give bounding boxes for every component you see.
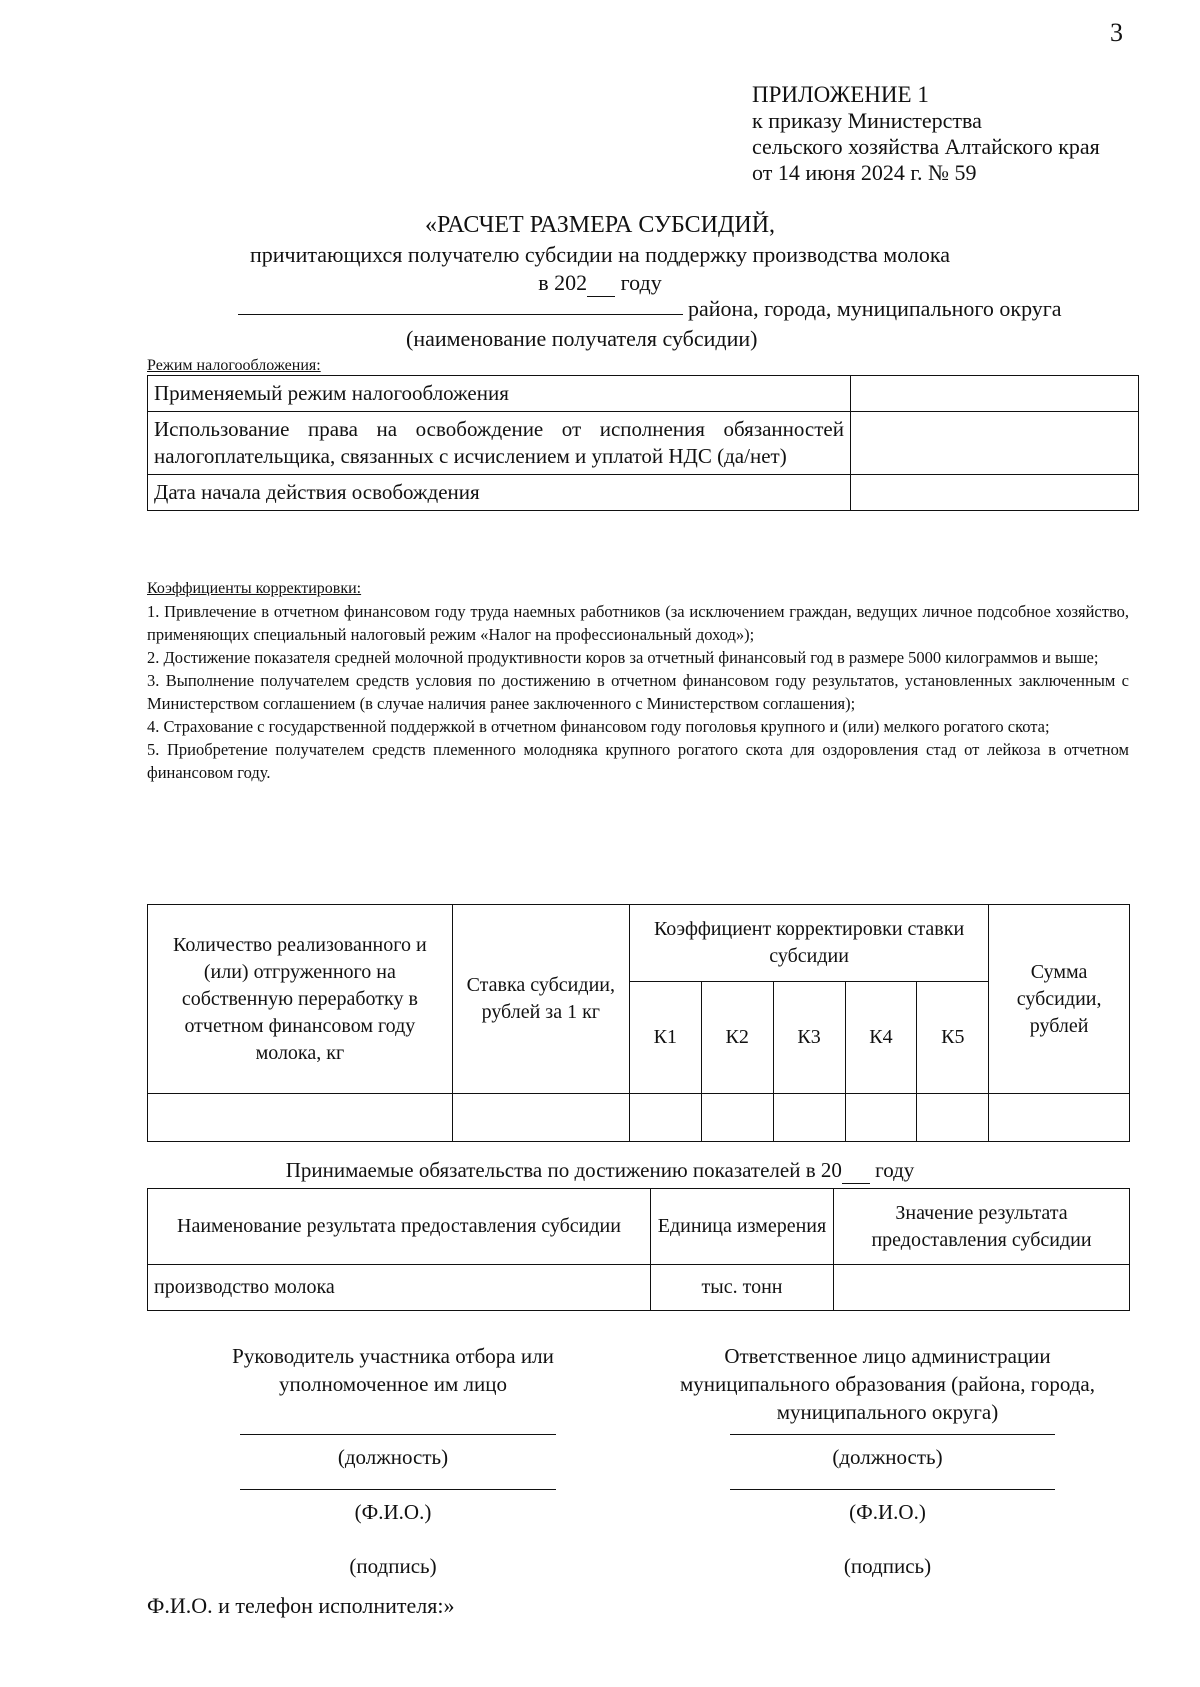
col-quantity-header: Количество реализованного и (или) отгруженного на собственную переработку в отчетном финансовом году молока, кг <box>148 905 453 1094</box>
signature-left-title: Руководитель участника отбора или уполномоченное им лицо <box>232 1344 554 1396</box>
col-unit-header: Единица измерения <box>651 1189 834 1265</box>
table-cell <box>701 1094 773 1142</box>
position-line <box>240 1434 556 1435</box>
list-item: 2. Достижение показателя средней молочной продуктивности коров за отчетный финансовый год в размере 5000 килограммов и выше; <box>147 648 1099 667</box>
col-coef-header: Коэффициент корректировки ставки субсидии <box>629 905 988 982</box>
coef-k1-header: К1 <box>629 982 701 1094</box>
result-name-cell: производство молока <box>148 1265 651 1311</box>
tax-table <box>147 375 1139 511</box>
coef-k5-header: К5 <box>917 982 989 1094</box>
result-unit-cell: тыс. тонн <box>651 1265 834 1311</box>
obligations-table <box>147 1188 1130 1311</box>
table-cell <box>773 1094 845 1142</box>
col-sum-header: Сумма субсидии, рублей <box>989 905 1130 1094</box>
year-prefix: в 202 <box>538 270 588 295</box>
year-suffix: году <box>620 270 662 295</box>
tax-row-label: Дата начала действия освобождения <box>148 475 851 511</box>
coef-k2-header: К2 <box>701 982 773 1094</box>
recipient-caption: (наименование получателя субсидии) <box>406 326 758 351</box>
list-item: 1. Привлечение в отчетном финансовом году труда наемных работников (за исключением граждан, ведущих личное подсобное хозяйство, применяющих специальный налоговый режим «Налог на профессиональный доход»); <box>147 602 1129 644</box>
appendix-line-1: к приказу Министерства <box>752 108 982 133</box>
fio-caption: (Ф.И.О.) <box>849 1500 926 1524</box>
fio-line <box>730 1489 1055 1490</box>
signature-caption: (подпись) <box>843 1554 932 1578</box>
signature-caption: (подпись) <box>349 1554 437 1578</box>
coef-k4-header: К4 <box>845 982 917 1094</box>
fio-line <box>240 1489 556 1490</box>
tax-row-label: Использование права на освобождение от исполнения обязанностей налогоплательщика, связанных с исчислением и уплатой НДС (да/нет) <box>148 412 851 475</box>
col-result-name-header: Наименование результата предоставления субсидии <box>148 1189 651 1265</box>
tax-heading: Режим налогообложения: <box>147 357 321 374</box>
executor-footer: Ф.И.О. и телефон исполнителя:» <box>147 1593 455 1618</box>
obligations-year-blank <box>842 1158 870 1184</box>
table-cell <box>917 1094 989 1142</box>
col-result-value-header: Значение результата предоставления субсидии <box>834 1189 1130 1265</box>
signature-block-right <box>660 1342 1115 1580</box>
table-row <box>148 475 1139 511</box>
appendix-block <box>752 82 1100 186</box>
signature-right-title: Ответственное лицо администрации муниципального образования (района, города, муниципального округа) <box>680 1344 1095 1424</box>
table-row <box>148 376 1139 412</box>
table-cell <box>148 1094 453 1142</box>
tax-row-value <box>851 376 1139 412</box>
obligations-caption <box>0 1158 1200 1184</box>
table-cell <box>452 1094 629 1142</box>
table-row <box>148 1265 1130 1311</box>
table-row <box>148 1094 1130 1142</box>
recipient-suffix: района, города, муниципального округа <box>688 296 1062 321</box>
tax-row-value <box>851 475 1139 511</box>
document-subtitle: причитающихся получателю субсидии на поддержку производства молока <box>249 242 950 267</box>
table-header-row <box>148 1189 1130 1265</box>
year-blank <box>587 270 615 297</box>
coefficients-list <box>147 600 1129 784</box>
fio-caption: (Ф.И.О.) <box>354 1500 432 1524</box>
coefficients-heading: Коэффициенты корректировки: <box>147 580 362 597</box>
result-value-cell <box>834 1265 1130 1311</box>
table-cell <box>989 1094 1130 1142</box>
page-number: 3 <box>1110 18 1123 47</box>
table-header-row <box>148 905 1130 982</box>
list-item: 4. Страхование с государственной поддержкой в отчетном финансовом году поголовья крупного и (или) мелкого рогатого скота; <box>147 717 1050 736</box>
table-cell <box>845 1094 917 1142</box>
appendix-line-3: от 14 июня 2024 г. № 59 <box>752 160 977 185</box>
year-line <box>0 270 1200 297</box>
position-caption: (должность) <box>337 1445 449 1469</box>
obligations-caption-suffix: году <box>875 1158 915 1182</box>
appendix-line-2: сельского хозяйства Алтайского края <box>752 134 1100 159</box>
calculation-table <box>147 904 1130 1142</box>
signature-block-left <box>170 1342 616 1580</box>
table-row <box>148 412 1139 475</box>
table-cell <box>629 1094 701 1142</box>
appendix-title: ПРИЛОЖЕНИЕ 1 <box>752 82 929 107</box>
list-item: 5. Приобретение получателем средств племенного молодняка крупного рогатого скота для оздоровления стад от лейкоза в отчетном финансовом году. <box>147 740 1129 782</box>
position-caption: (должность) <box>832 1445 943 1469</box>
document-title: «РАСЧЕТ РАЗМЕРА СУБСИДИЙ, <box>424 212 776 238</box>
list-item: 3. Выполнение получателем средств условия по достижению в отчетном финансовом году результатов, установленных заключенным с Министерством соглашением (в случае наличия ранее заключенного с Министерством соглашения); <box>147 671 1129 713</box>
position-line <box>730 1434 1055 1435</box>
recipient-name-line <box>238 314 683 315</box>
coef-k3-header: К3 <box>773 982 845 1094</box>
col-rate-header: Ставка субсидии, рублей за 1 кг <box>452 905 629 1094</box>
tax-row-label: Применяемый режим налогообложения <box>148 376 851 412</box>
obligations-caption-prefix: Принимаемые обязательства по достижению показателей в 20 <box>285 1158 842 1182</box>
tax-row-value <box>851 412 1139 475</box>
